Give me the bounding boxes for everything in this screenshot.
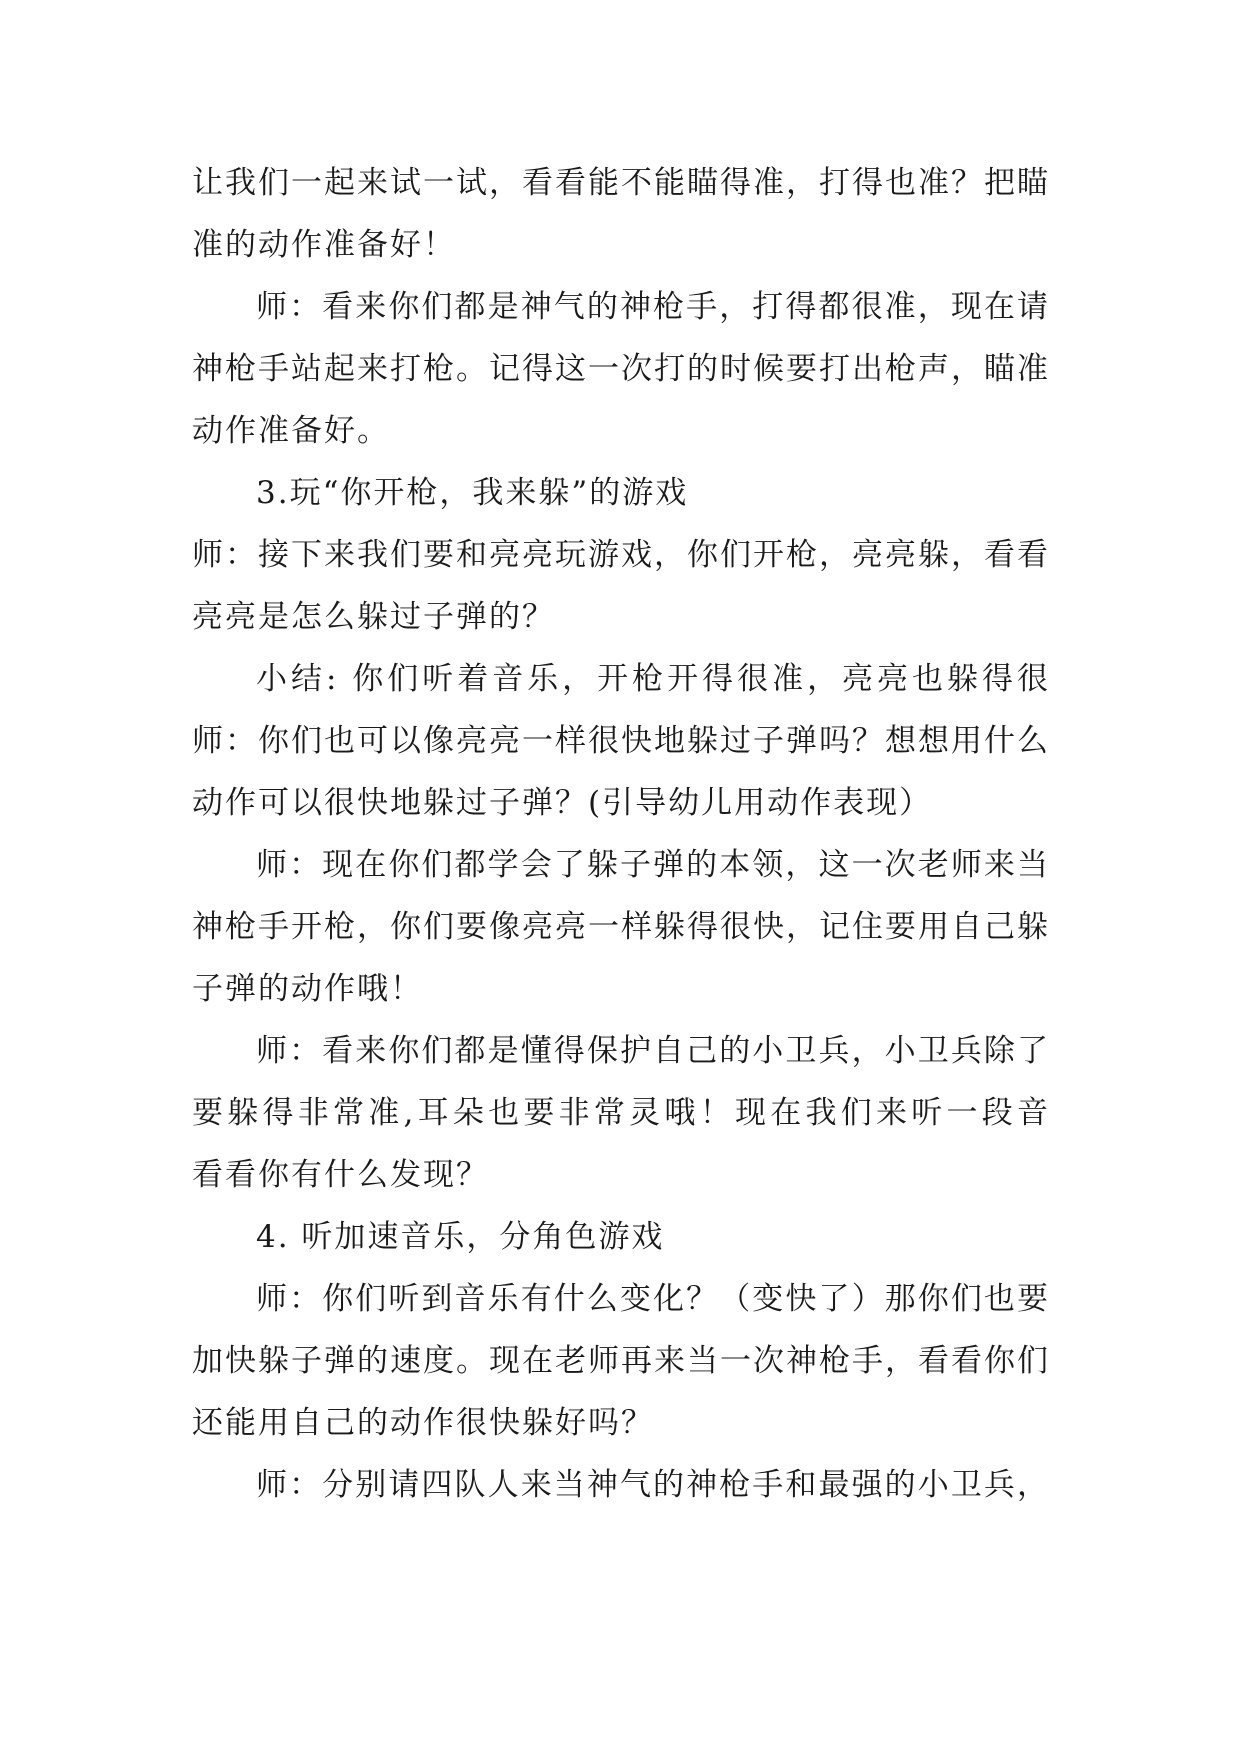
text-line: 师：看来你们都是神气的神枪手，打得都很准，现在请: [256, 289, 1050, 325]
text-line: 动作可以很快地躲过子弹？(引导幼儿用动作表现）: [192, 785, 933, 821]
text-line: 准的动作准备好！: [192, 227, 456, 263]
text-line: 要躲得非常准,耳朵也要非常灵哦！现在我们来听一段音: [192, 1095, 1050, 1131]
text-line: 加快躲子弹的速度。现在老师再来当一次神枪手，看看你们: [192, 1343, 1050, 1379]
text-line: 师：你们也可以像亮亮一样很快地躲过子弹吗？想想用什么: [192, 723, 1050, 759]
document-body: [192, 152, 1050, 1516]
text-line: 师：看来你们都是懂得保护自己的小卫兵，小卫兵除了: [256, 1033, 1050, 1069]
text-line: 动作准备好。: [192, 413, 390, 449]
text-line: 看看你有什么发现？: [192, 1157, 489, 1193]
text-line: 子弹的动作哦！: [192, 971, 423, 1007]
text-line: 亮亮是怎么躲过子弹的？: [192, 599, 555, 635]
text-line: 小结: 你们听着音乐，开枪开得很准，亮亮也躲得很: [256, 661, 1050, 697]
text-line: 3.玩“你开枪，我来躲”的游戏: [256, 475, 689, 511]
text-line: 神枪手开枪，你们要像亮亮一样躲得很快，记住要用自己躲: [192, 909, 1050, 945]
text-line: 师：分别请四队人来当神气的神枪手和最强的小卫兵，: [256, 1467, 1050, 1503]
text-line: 师：你们听到音乐有什么变化？（变快了）那你们也要: [256, 1281, 1050, 1317]
text-line: 师：现在你们都学会了躲子弹的本领，这一次老师来当: [256, 847, 1050, 883]
text-line: 4. 听加速音乐，分角色游戏: [256, 1219, 665, 1255]
text-line: 神枪手站起来打枪。记得这一次打的时候要打出枪声，瞄准: [192, 351, 1050, 387]
text-line: 还能用自己的动作很快躲好吗？: [192, 1405, 654, 1441]
text-line: 让我们一起来试一试，看看能不能瞄得准，打得也准？把瞄: [192, 165, 1050, 201]
text-line: 师：接下来我们要和亮亮玩游戏，你们开枪，亮亮躲，看看: [192, 537, 1050, 573]
